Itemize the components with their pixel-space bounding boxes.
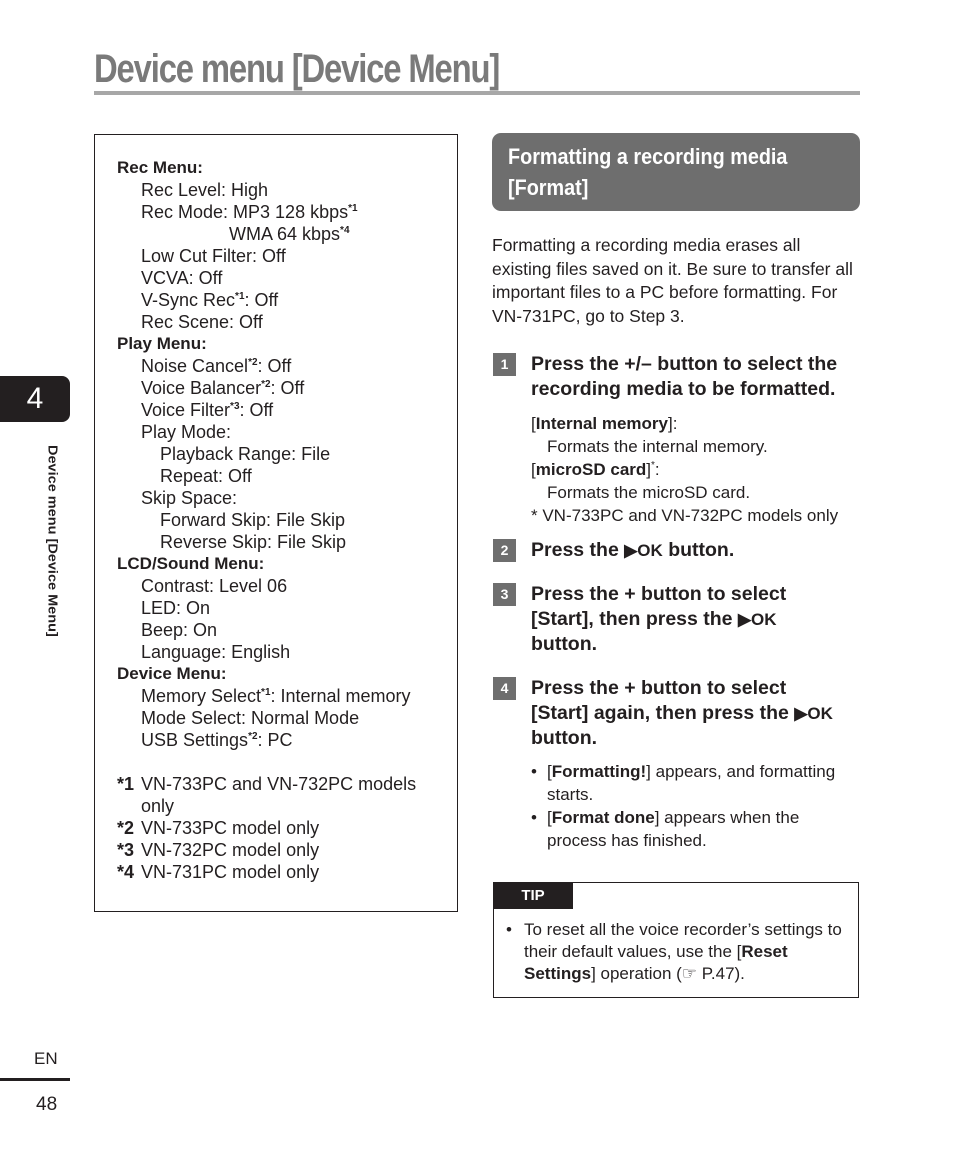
footnote-mark: *4 bbox=[340, 225, 350, 236]
footnote-mark: * bbox=[651, 460, 655, 471]
contrast-item: Contrast: Level 06 bbox=[141, 576, 288, 596]
footnote: *4 VN-731PC model only bbox=[117, 862, 320, 882]
mode-select-item: Mode Select: Normal Mode bbox=[141, 708, 360, 728]
microsd-desc: Formats the microSD card. bbox=[547, 483, 751, 502]
tip-label: TIP bbox=[493, 882, 573, 909]
rec-scene-item: Rec Scene: Off bbox=[141, 312, 263, 332]
page-title: Device menu [Device Menu] bbox=[94, 47, 500, 91]
led-item: LED: On bbox=[141, 598, 211, 618]
rec-mode-wma-item: WMA 64 kbps$^{*4}$ bbox=[229, 224, 350, 244]
rec-level-item: Rec Level: High bbox=[141, 180, 269, 200]
step-number: 3 bbox=[493, 583, 516, 606]
play-mode-item: Play Mode: bbox=[141, 422, 232, 442]
step-instruction: Press the + button to select [Start] again, then press the ▶OK button. bbox=[531, 677, 833, 749]
footnote-mark: *1 bbox=[235, 291, 245, 302]
voice-balancer-item: Voice Balancer$^{*2}$: Off bbox=[141, 378, 305, 398]
footnote-mark: *2 bbox=[248, 731, 258, 742]
language-code: EN bbox=[34, 1049, 58, 1068]
forward-skip-item: Forward Skip: File Skip bbox=[160, 510, 346, 530]
play-ok-button-icon: ▶OK bbox=[737, 610, 777, 629]
rec-mode-item: Rec Mode: MP3 128 kbps$^{*1}$ bbox=[141, 202, 358, 222]
footnote: *3 VN-732PC model only bbox=[117, 840, 320, 860]
tip-text: • To reset all the voice recorder’s settings to their default values, use the [Reset Settings] operation (☞ P.47). bbox=[506, 919, 864, 985]
footnote: *2 VN-733PC model only bbox=[117, 818, 320, 838]
device-menu-heading: Device Menu: bbox=[117, 664, 227, 683]
beep-item: Beep: On bbox=[141, 620, 218, 640]
noise-cancel-item: Noise Cancel$^{*2}$: Off bbox=[141, 356, 292, 376]
footnote-mark: *1 bbox=[348, 203, 358, 214]
spacer bbox=[117, 751, 457, 773]
step-number: 2 bbox=[493, 539, 516, 562]
vsync-rec-item: V-Sync Rec$^{*1}$: Off bbox=[141, 290, 279, 310]
memory-select-item: Memory Select$^{*1}$: Internal memory bbox=[141, 686, 411, 706]
footnote-mark: *3 bbox=[230, 401, 240, 412]
usb-settings-item: USB Settings$^{*2}$: PC bbox=[141, 730, 293, 750]
internal-memory-desc: Formats the internal memory. bbox=[547, 437, 768, 456]
section-intro: Formatting a recording media erases all existing files saved on it. Be sure to transfer all important files to a PC before formatting. For VN-731PC, go to Step 3. bbox=[492, 235, 853, 326]
page-number: 48 bbox=[36, 1094, 58, 1115]
lcd-sound-menu-heading: LCD/Sound Menu: bbox=[117, 554, 265, 573]
side-chapter-label: Device menu [Device Menu] bbox=[44, 445, 60, 637]
footnote-mark: *2 bbox=[248, 357, 258, 368]
play-menu-heading: Play Menu: bbox=[117, 334, 207, 353]
chapter-tab: 4 bbox=[0, 376, 70, 422]
step-instruction: Press the +/– button to select the recording media to be formatted. bbox=[531, 353, 838, 400]
step-4-results bbox=[531, 760, 861, 852]
step-instruction: Press the ▶OK button. bbox=[531, 539, 735, 561]
step-instruction: Press the + button to select [Start], then press the ▶OK button. bbox=[531, 583, 787, 655]
tip-box bbox=[493, 882, 859, 998]
step-number: 1 bbox=[493, 353, 516, 376]
footer-rule bbox=[0, 1078, 70, 1081]
language-item: Language: English bbox=[141, 642, 291, 662]
microsd-label: microSD card bbox=[535, 460, 647, 479]
step-number: 4 bbox=[493, 677, 516, 700]
step-1-detail: [Internal memory]: Formats the internal memory. [microSD card]*: Formats the microSD card. * VN-733PC and VN-732PC models only bbox=[531, 414, 839, 525]
list-item: • [Format done] appears when the process has finished. bbox=[531, 806, 861, 852]
footnote-mark: *2 bbox=[261, 379, 271, 390]
low-cut-filter-item: Low Cut Filter: Off bbox=[141, 246, 286, 266]
model-note: * VN-733PC and VN-732PC models only bbox=[531, 506, 839, 525]
footnote: *1 VN-733PC and VN-732PC models only bbox=[117, 774, 417, 816]
repeat-item: Repeat: Off bbox=[160, 466, 252, 486]
section-heading: Formatting a recording media [Format] bbox=[492, 133, 860, 211]
title-rule bbox=[94, 91, 860, 95]
internal-memory-label: Internal memory bbox=[535, 414, 668, 433]
menu-settings-box bbox=[94, 134, 458, 912]
vcva-item: VCVA: Off bbox=[141, 268, 223, 288]
skip-space-item: Skip Space: bbox=[141, 488, 238, 508]
list-item: • [Formatting!] appears, and formatting starts. bbox=[531, 760, 861, 806]
voice-filter-item: Voice Filter$^{*3}$: Off bbox=[141, 400, 274, 420]
play-ok-button-icon: ▶OK bbox=[624, 541, 663, 560]
play-ok-button-icon: ▶OK bbox=[794, 704, 833, 723]
reverse-skip-item: Reverse Skip: File Skip bbox=[160, 532, 347, 552]
rec-menu-heading: Rec Menu: bbox=[117, 158, 203, 177]
footnote-mark: *1 bbox=[261, 687, 271, 698]
playback-range-item: Playback Range: File bbox=[160, 444, 331, 464]
